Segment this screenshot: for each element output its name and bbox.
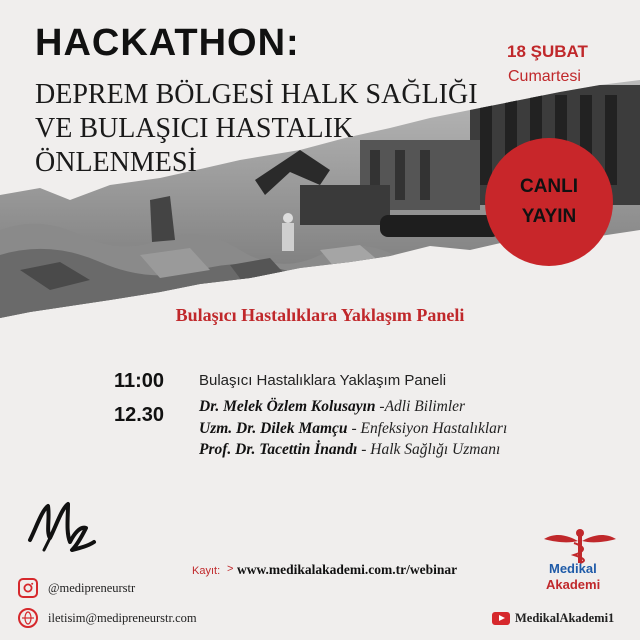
web-globe-icon (18, 608, 38, 628)
speaker-name: Uzm. Dr. Dilek Mamçu (199, 420, 348, 437)
speaker-row (199, 398, 465, 416)
panel-title: Bulaşıcı Hastalıklara Yaklaşım Paneli (175, 305, 465, 325)
subtitle-line: VE BULAŞICI HASTALIK (35, 113, 354, 144)
brand-name-line1: Medikal (549, 561, 597, 576)
event-weekday: Cumartesi (508, 68, 581, 85)
instagram-handle: @medipreneurstr (48, 580, 136, 595)
subtitle-line: ÖNLENMESİ (35, 147, 197, 178)
youtube-channel: MedikalAkademi1 (515, 611, 615, 625)
live-badge-line: CANLI (519, 176, 579, 197)
youtube-contact[interactable] (492, 611, 614, 626)
m-signature-logo (22, 488, 102, 560)
subtitle-line: DEPREM BÖLGESİ HALK SAĞLIĞI (35, 79, 478, 110)
speaker-name: Dr. Melek Özlem Kolusayın (199, 398, 376, 415)
instagram-contact[interactable] (18, 578, 135, 598)
speaker-role: - Enfeksiyon Hastalıkları (347, 420, 508, 437)
live-broadcast-badge (485, 138, 613, 266)
speaker-role: -Adli Bilimler (375, 398, 466, 415)
registration-link[interactable]: www.medikalakademi.com.tr/webinar (237, 562, 458, 577)
registration-arrow: > (227, 563, 234, 575)
session-name: Bulaşıcı Hastalıklara Yaklaşım Paneli (199, 372, 447, 389)
contact-email: iletisim@medipreneurstr.com (48, 610, 197, 625)
registration-label: Kayıt: (192, 565, 221, 577)
speaker-row (199, 420, 507, 438)
speaker-name: Prof. Dr. Tacettin İnandı (199, 441, 358, 458)
event-date: 18 ŞUBAT (507, 42, 588, 61)
instagram-icon (18, 578, 38, 598)
end-time: 12.30 (114, 404, 165, 426)
speaker-row (199, 441, 500, 459)
start-time: 11:00 (114, 370, 165, 392)
speaker-role: - Halk Sağlığı Uzmanı (357, 441, 501, 458)
live-badge-line: YAYIN (521, 206, 577, 227)
hackathon-title: HACKATHON: (35, 22, 300, 64)
email-contact[interactable] (18, 608, 197, 628)
youtube-icon (492, 612, 510, 625)
event-subtitle (35, 78, 478, 180)
brand-name-line2: Akademi (546, 577, 601, 592)
